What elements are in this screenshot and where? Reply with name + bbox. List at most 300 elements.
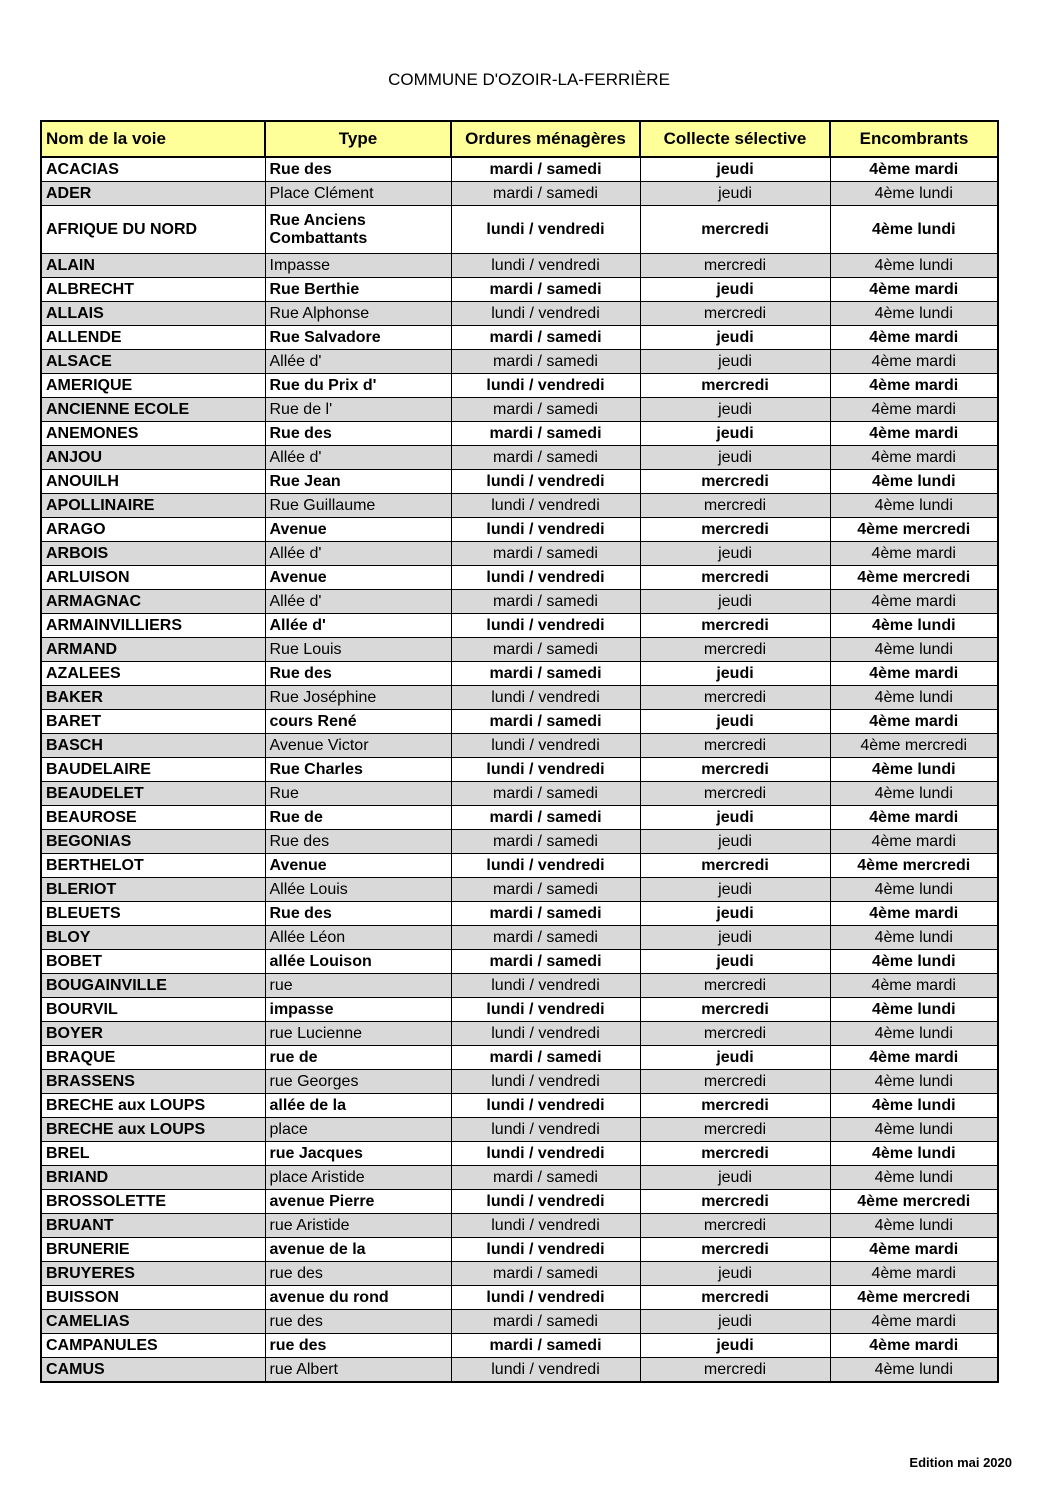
cell-bulky-items: 4ème mercredi (830, 734, 998, 758)
cell-selective-collection: jeudi (640, 830, 830, 854)
cell-street-name: ALLENDE (41, 326, 265, 350)
cell-street-name: AFRIQUE DU NORD (41, 206, 265, 254)
cell-household-waste: mardi / samedi (451, 1310, 640, 1334)
cell-household-waste: mardi / samedi (451, 902, 640, 926)
cell-selective-collection: jeudi (640, 350, 830, 374)
cell-bulky-items: 4ème mardi (830, 1310, 998, 1334)
cell-street-name: BAKER (41, 686, 265, 710)
cell-household-waste: mardi / samedi (451, 926, 640, 950)
table-row (41, 350, 998, 374)
cell-street-name: BROSSOLETTE (41, 1190, 265, 1214)
cell-household-waste: mardi / samedi (451, 950, 640, 974)
cell-household-waste: lundi / vendredi (451, 758, 640, 782)
cell-type: Rue des (265, 830, 451, 854)
cell-street-name: ALSACE (41, 350, 265, 374)
table-row (41, 446, 998, 470)
cell-selective-collection: mercredi (640, 206, 830, 254)
cell-bulky-items: 4ème mardi (830, 974, 998, 998)
table-row (41, 374, 998, 398)
column-header-selective-collection: Collecte sélective (640, 121, 830, 157)
cell-type: Avenue (265, 518, 451, 542)
cell-household-waste: mardi / samedi (451, 1262, 640, 1286)
cell-selective-collection: mercredi (640, 734, 830, 758)
cell-bulky-items: 4ème mardi (830, 590, 998, 614)
table-row (41, 998, 998, 1022)
table-row (41, 1334, 998, 1358)
table-row (41, 806, 998, 830)
cell-bulky-items: 4ème mardi (830, 326, 998, 350)
table-row (41, 1286, 998, 1310)
cell-bulky-items: 4ème mercredi (830, 854, 998, 878)
cell-bulky-items: 4ème mercredi (830, 1190, 998, 1214)
cell-bulky-items: 4ème mardi (830, 1046, 998, 1070)
cell-type: Allée d' (265, 350, 451, 374)
cell-bulky-items: 4ème lundi (830, 1358, 998, 1383)
cell-household-waste: lundi / vendredi (451, 1238, 640, 1262)
cell-household-waste: mardi / samedi (451, 710, 640, 734)
cell-selective-collection: mercredi (640, 1214, 830, 1238)
cell-type: rue des (265, 1310, 451, 1334)
table-row (41, 302, 998, 326)
cell-selective-collection: jeudi (640, 542, 830, 566)
cell-selective-collection: jeudi (640, 422, 830, 446)
cell-bulky-items: 4ème mardi (830, 662, 998, 686)
table-row (41, 182, 998, 206)
cell-street-name: ALBRECHT (41, 278, 265, 302)
cell-street-name: BRECHE aux LOUPS (41, 1118, 265, 1142)
table-row (41, 1142, 998, 1166)
cell-street-name: AMERIQUE (41, 374, 265, 398)
cell-street-name: APOLLINAIRE (41, 494, 265, 518)
cell-household-waste: lundi / vendredi (451, 374, 640, 398)
table-row (41, 830, 998, 854)
cell-street-name: BOUGAINVILLE (41, 974, 265, 998)
cell-bulky-items: 4ème mardi (830, 374, 998, 398)
cell-type: rue Georges (265, 1070, 451, 1094)
cell-household-waste: lundi / vendredi (451, 494, 640, 518)
cell-bulky-items: 4ème lundi (830, 206, 998, 254)
cell-bulky-items: 4ème mardi (830, 1334, 998, 1358)
cell-street-name: BRUNERIE (41, 1238, 265, 1262)
cell-street-name: BEGONIAS (41, 830, 265, 854)
column-header-type: Type (265, 121, 451, 157)
cell-street-name: BAUDELAIRE (41, 758, 265, 782)
cell-street-name: BLEUETS (41, 902, 265, 926)
cell-selective-collection: mercredi (640, 998, 830, 1022)
cell-household-waste: mardi / samedi (451, 1046, 640, 1070)
cell-bulky-items: 4ème mardi (830, 902, 998, 926)
edition-note: Edition mai 2020 (909, 1455, 1012, 1470)
table-row (41, 1262, 998, 1286)
cell-type: avenue du rond (265, 1286, 451, 1310)
cell-street-name: BRAQUE (41, 1046, 265, 1070)
cell-bulky-items: 4ème lundi (830, 182, 998, 206)
cell-selective-collection: jeudi (640, 1310, 830, 1334)
cell-bulky-items: 4ème lundi (830, 1070, 998, 1094)
cell-street-name: ANCIENNE ECOLE (41, 398, 265, 422)
cell-household-waste: mardi / samedi (451, 350, 640, 374)
table-row (41, 902, 998, 926)
cell-type: impasse (265, 998, 451, 1022)
cell-street-name: BOBET (41, 950, 265, 974)
cell-street-name: ARMAGNAC (41, 590, 265, 614)
table-row (41, 398, 998, 422)
cell-household-waste: mardi / samedi (451, 446, 640, 470)
cell-street-name: BARET (41, 710, 265, 734)
cell-selective-collection: jeudi (640, 950, 830, 974)
table-row (41, 614, 998, 638)
cell-household-waste: lundi / vendredi (451, 1070, 640, 1094)
cell-household-waste: mardi / samedi (451, 662, 640, 686)
cell-type: rue des (265, 1262, 451, 1286)
cell-household-waste: mardi / samedi (451, 326, 640, 350)
cell-street-name: BRASSENS (41, 1070, 265, 1094)
cell-bulky-items: 4ème mardi (830, 542, 998, 566)
table-row (41, 662, 998, 686)
cell-bulky-items: 4ème lundi (830, 302, 998, 326)
cell-bulky-items: 4ème mardi (830, 830, 998, 854)
table-row (41, 782, 998, 806)
cell-street-name: BEAUDELET (41, 782, 265, 806)
cell-bulky-items: 4ème mardi (830, 710, 998, 734)
cell-type: Rue Jean (265, 470, 451, 494)
table-row (41, 734, 998, 758)
cell-selective-collection: jeudi (640, 710, 830, 734)
cell-type: Rue des (265, 902, 451, 926)
cell-bulky-items: 4ème mercredi (830, 518, 998, 542)
cell-selective-collection: mercredi (640, 1070, 830, 1094)
cell-type: Rue Guillaume (265, 494, 451, 518)
cell-type: Rue de l' (265, 398, 451, 422)
table-row (41, 1238, 998, 1262)
cell-type: Rue Anciens Combattants (265, 206, 451, 254)
cell-household-waste: mardi / samedi (451, 1334, 640, 1358)
cell-household-waste: lundi / vendredi (451, 854, 640, 878)
cell-selective-collection: mercredi (640, 1142, 830, 1166)
table-row (41, 254, 998, 278)
cell-street-name: ARAGO (41, 518, 265, 542)
cell-selective-collection: mercredi (640, 1358, 830, 1383)
cell-type: Allée d' (265, 542, 451, 566)
cell-type: avenue de la (265, 1238, 451, 1262)
cell-type: Allée Louis (265, 878, 451, 902)
cell-selective-collection: mercredi (640, 758, 830, 782)
table-row (41, 1166, 998, 1190)
cell-type: allée Louison (265, 950, 451, 974)
cell-street-name: ALLAIS (41, 302, 265, 326)
cell-household-waste: mardi / samedi (451, 638, 640, 662)
cell-household-waste: lundi / vendredi (451, 1022, 640, 1046)
table-row (41, 1118, 998, 1142)
cell-selective-collection: jeudi (640, 278, 830, 302)
cell-household-waste: lundi / vendredi (451, 1358, 640, 1383)
cell-selective-collection: jeudi (640, 1334, 830, 1358)
table-row (41, 278, 998, 302)
cell-household-waste: mardi / samedi (451, 878, 640, 902)
cell-bulky-items: 4ème mardi (830, 398, 998, 422)
cell-household-waste: mardi / samedi (451, 782, 640, 806)
cell-selective-collection: jeudi (640, 326, 830, 350)
cell-household-waste: mardi / samedi (451, 398, 640, 422)
cell-selective-collection: jeudi (640, 446, 830, 470)
cell-household-waste: lundi / vendredi (451, 1190, 640, 1214)
table-row (41, 758, 998, 782)
cell-household-waste: lundi / vendredi (451, 734, 640, 758)
cell-household-waste: lundi / vendredi (451, 206, 640, 254)
cell-selective-collection: mercredi (640, 494, 830, 518)
cell-type: rue (265, 974, 451, 998)
cell-bulky-items: 4ème mardi (830, 806, 998, 830)
column-header-street-name: Nom de la voie (41, 121, 265, 157)
cell-household-waste: mardi / samedi (451, 157, 640, 182)
cell-street-name: BEAUROSE (41, 806, 265, 830)
cell-bulky-items: 4ème lundi (830, 470, 998, 494)
table-row (41, 1214, 998, 1238)
table-row (41, 494, 998, 518)
cell-street-name: CAMUS (41, 1358, 265, 1383)
cell-household-waste: lundi / vendredi (451, 974, 640, 998)
cell-street-name: CAMPANULES (41, 1334, 265, 1358)
table-row (41, 157, 998, 182)
cell-household-waste: lundi / vendredi (451, 614, 640, 638)
cell-street-name: ANEMONES (41, 422, 265, 446)
table-row (41, 878, 998, 902)
cell-selective-collection: mercredi (640, 686, 830, 710)
cell-bulky-items: 4ème lundi (830, 1094, 998, 1118)
cell-bulky-items: 4ème mardi (830, 1262, 998, 1286)
cell-bulky-items: 4ème lundi (830, 1214, 998, 1238)
cell-household-waste: mardi / samedi (451, 806, 640, 830)
cell-bulky-items: 4ème mardi (830, 157, 998, 182)
table-row (41, 974, 998, 998)
cell-type: rue Jacques (265, 1142, 451, 1166)
table-row (41, 926, 998, 950)
cell-type: avenue Pierre (265, 1190, 451, 1214)
cell-type: Rue Salvadore (265, 326, 451, 350)
cell-household-waste: mardi / samedi (451, 278, 640, 302)
cell-household-waste: lundi / vendredi (451, 1286, 640, 1310)
cell-selective-collection: mercredi (640, 638, 830, 662)
cell-selective-collection: mercredi (640, 374, 830, 398)
cell-selective-collection: mercredi (640, 470, 830, 494)
cell-selective-collection: jeudi (640, 902, 830, 926)
cell-street-name: BERTHELOT (41, 854, 265, 878)
cell-selective-collection: jeudi (640, 157, 830, 182)
table-header-row (41, 121, 998, 157)
cell-selective-collection: jeudi (640, 590, 830, 614)
cell-type: Rue de (265, 806, 451, 830)
cell-selective-collection: mercredi (640, 614, 830, 638)
cell-selective-collection: mercredi (640, 974, 830, 998)
table-row (41, 1310, 998, 1334)
cell-type: Place Clément (265, 182, 451, 206)
cell-type: Allée d' (265, 446, 451, 470)
cell-bulky-items: 4ème mardi (830, 1238, 998, 1262)
cell-household-waste: lundi / vendredi (451, 1142, 640, 1166)
cell-street-name: ARLUISON (41, 566, 265, 590)
cell-street-name: BRUYERES (41, 1262, 265, 1286)
table-row (41, 1022, 998, 1046)
cell-type: Rue Joséphine (265, 686, 451, 710)
cell-street-name: BRUANT (41, 1214, 265, 1238)
table-row (41, 854, 998, 878)
cell-street-name: ANJOU (41, 446, 265, 470)
cell-household-waste: mardi / samedi (451, 542, 640, 566)
cell-type: Rue Berthie (265, 278, 451, 302)
cell-selective-collection: mercredi (640, 782, 830, 806)
cell-bulky-items: 4ème lundi (830, 998, 998, 1022)
cell-selective-collection: jeudi (640, 878, 830, 902)
cell-street-name: BRECHE aux LOUPS (41, 1094, 265, 1118)
cell-household-waste: lundi / vendredi (451, 998, 640, 1022)
cell-street-name: BOURVIL (41, 998, 265, 1022)
page-title: COMMUNE D'OZOIR-LA-FERRIÈRE (388, 70, 670, 89)
table-row (41, 1358, 998, 1383)
cell-bulky-items: 4ème lundi (830, 878, 998, 902)
cell-type: Allée Léon (265, 926, 451, 950)
cell-type: Rue Louis (265, 638, 451, 662)
cell-street-name: BLOY (41, 926, 265, 950)
cell-household-waste: lundi / vendredi (451, 518, 640, 542)
cell-bulky-items: 4ème lundi (830, 782, 998, 806)
cell-household-waste: lundi / vendredi (451, 566, 640, 590)
table-row (41, 1094, 998, 1118)
cell-bulky-items: 4ème mercredi (830, 566, 998, 590)
cell-type: place (265, 1118, 451, 1142)
cell-household-waste: mardi / samedi (451, 1166, 640, 1190)
cell-street-name: BREL (41, 1142, 265, 1166)
cell-selective-collection: jeudi (640, 1046, 830, 1070)
cell-bulky-items: 4ème lundi (830, 1022, 998, 1046)
cell-household-waste: lundi / vendredi (451, 470, 640, 494)
cell-bulky-items: 4ème mardi (830, 446, 998, 470)
cell-bulky-items: 4ème mardi (830, 350, 998, 374)
table-row (41, 326, 998, 350)
cell-household-waste: lundi / vendredi (451, 1118, 640, 1142)
cell-selective-collection: mercredi (640, 302, 830, 326)
cell-street-name: ARMAINVILLIERS (41, 614, 265, 638)
collection-schedule-table (40, 120, 999, 1383)
cell-street-name: ACACIAS (41, 157, 265, 182)
table-row (41, 950, 998, 974)
cell-bulky-items: 4ème lundi (830, 686, 998, 710)
cell-household-waste: lundi / vendredi (451, 254, 640, 278)
cell-type: Rue (265, 782, 451, 806)
table-row (41, 470, 998, 494)
cell-selective-collection: mercredi (640, 1118, 830, 1142)
cell-selective-collection: mercredi (640, 1190, 830, 1214)
cell-bulky-items: 4ème lundi (830, 758, 998, 782)
cell-street-name: ARMAND (41, 638, 265, 662)
cell-selective-collection: jeudi (640, 806, 830, 830)
cell-type: Allée d' (265, 614, 451, 638)
cell-bulky-items: 4ème lundi (830, 1166, 998, 1190)
cell-bulky-items: 4ème lundi (830, 1118, 998, 1142)
cell-street-name: BUISSON (41, 1286, 265, 1310)
cell-type: Rue des (265, 422, 451, 446)
cell-type: Rue Alphonse (265, 302, 451, 326)
column-header-bulky-items: Encombrants (830, 121, 998, 157)
cell-selective-collection: mercredi (640, 1238, 830, 1262)
cell-bulky-items: 4ème lundi (830, 1142, 998, 1166)
cell-household-waste: mardi / samedi (451, 422, 640, 446)
table-row (41, 518, 998, 542)
table-row (41, 206, 998, 254)
cell-bulky-items: 4ème mardi (830, 422, 998, 446)
cell-street-name: AZALEES (41, 662, 265, 686)
table-row (41, 638, 998, 662)
cell-bulky-items: 4ème lundi (830, 494, 998, 518)
cell-type: allée de la (265, 1094, 451, 1118)
cell-selective-collection: jeudi (640, 662, 830, 686)
cell-selective-collection: jeudi (640, 1262, 830, 1286)
cell-type: rue Aristide (265, 1214, 451, 1238)
cell-selective-collection: mercredi (640, 254, 830, 278)
table-row (41, 1046, 998, 1070)
cell-selective-collection: jeudi (640, 1166, 830, 1190)
table-row (41, 590, 998, 614)
cell-selective-collection: jeudi (640, 182, 830, 206)
cell-street-name: ADER (41, 182, 265, 206)
cell-type: place Aristide (265, 1166, 451, 1190)
cell-selective-collection: mercredi (640, 1286, 830, 1310)
cell-street-name: ANOUILH (41, 470, 265, 494)
table-row (41, 686, 998, 710)
cell-bulky-items: 4ème lundi (830, 254, 998, 278)
cell-selective-collection: jeudi (640, 398, 830, 422)
cell-street-name: BRIAND (41, 1166, 265, 1190)
cell-type: rue des (265, 1334, 451, 1358)
cell-type: Avenue Victor (265, 734, 451, 758)
cell-selective-collection: mercredi (640, 566, 830, 590)
table-row (41, 422, 998, 446)
cell-type: Rue des (265, 662, 451, 686)
cell-selective-collection: mercredi (640, 854, 830, 878)
cell-selective-collection: mercredi (640, 1094, 830, 1118)
cell-street-name: ALAIN (41, 254, 265, 278)
cell-bulky-items: 4ème lundi (830, 614, 998, 638)
cell-type: rue Lucienne (265, 1022, 451, 1046)
cell-type: Impasse (265, 254, 451, 278)
table-row (41, 1190, 998, 1214)
cell-bulky-items: 4ème lundi (830, 638, 998, 662)
cell-street-name: BLERIOT (41, 878, 265, 902)
cell-selective-collection: mercredi (640, 518, 830, 542)
cell-type: rue de (265, 1046, 451, 1070)
cell-type: Rue du Prix d' (265, 374, 451, 398)
cell-street-name: BOYER (41, 1022, 265, 1046)
cell-type: cours René (265, 710, 451, 734)
cell-type: Rue Charles (265, 758, 451, 782)
cell-household-waste: lundi / vendredi (451, 1094, 640, 1118)
cell-street-name: CAMELIAS (41, 1310, 265, 1334)
cell-selective-collection: mercredi (640, 1022, 830, 1046)
table-row (41, 542, 998, 566)
cell-household-waste: mardi / samedi (451, 590, 640, 614)
cell-type: rue Albert (265, 1358, 451, 1383)
table-row (41, 1070, 998, 1094)
cell-type: Avenue (265, 854, 451, 878)
cell-type: Allée d' (265, 590, 451, 614)
cell-selective-collection: jeudi (640, 926, 830, 950)
cell-bulky-items: 4ème lundi (830, 926, 998, 950)
table-row (41, 710, 998, 734)
cell-bulky-items: 4ème mardi (830, 278, 998, 302)
cell-household-waste: mardi / samedi (451, 182, 640, 206)
cell-type: Avenue (265, 566, 451, 590)
cell-bulky-items: 4ème lundi (830, 950, 998, 974)
cell-household-waste: mardi / samedi (451, 830, 640, 854)
